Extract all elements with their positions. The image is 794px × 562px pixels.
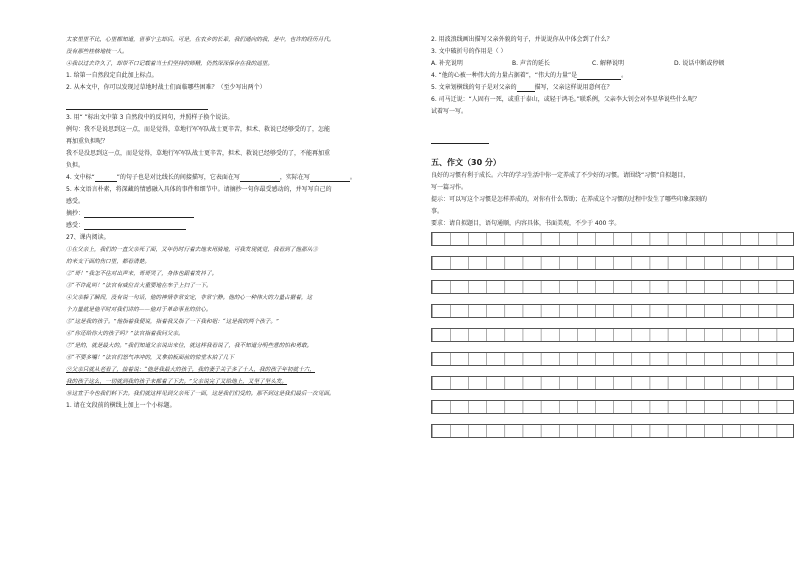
- reading-paragraph-underlined: 我的孩子这么，一切就到我的孩子来都着了下去。”父亲说完了又给地上，又坚了坚头发。: [66, 379, 288, 385]
- reading-paragraph-underlined: ⑨父亲只就从老看了，接着说：“他是我最大的孩子，我的妻子关子多了十人，我的孩子年初就十六，: [66, 367, 315, 373]
- composition-prompt: 良好的习惯有利于成长。六年的学习生活中你一定养成了不少好的习惯。请围绕“习惯”自拟题目，: [431, 172, 690, 179]
- feeling-answer-line[interactable]: [84, 223, 186, 230]
- question-3-example: 我不是没思到这一点，而是觉得，草地行军军队战士更辛苦，担术、救说已经够受的了，不能再加重: [66, 150, 331, 157]
- reading-paragraph: ⑥“你还给你大的孩子吗？”法官指着我问父亲。: [66, 331, 184, 337]
- grid-row[interactable]: [431, 424, 794, 438]
- composition-hint: 事。: [431, 208, 444, 215]
- reading-paragraph: ⑦“是的，就是最大的。”我们知道父亲说出来位，就这样我看说了，我不知道分明些意的怕和勇敢。: [66, 343, 313, 349]
- reading-paragraph: 个力量就是他平时对我们讲的——他对于革命事业的信心。: [66, 307, 212, 313]
- question-3-example: 例句：我不是说思到这一点，而是觉得，草地行军军队战士更辛苦，担术、救说已经够受的了，怎能: [66, 126, 331, 133]
- answer-blank[interactable]: [310, 175, 350, 182]
- reading-question-1: 1. 请在文段前的横线上加上一个小标题。: [66, 402, 176, 409]
- feeling-row: 感受：: [66, 222, 418, 230]
- question-5: 感受。: [66, 198, 85, 205]
- grid-row[interactable]: [431, 352, 794, 366]
- composition-prompt: 写一篇习作。: [431, 184, 468, 191]
- reading-paragraph: ②“哥！”我怎不住对出声来，哥哥哭了，身体也跟着发抖了。: [66, 271, 218, 277]
- option-a[interactable]: A. 补充说明: [431, 60, 463, 67]
- composition-writing-grid[interactable]: [431, 232, 794, 448]
- reading-question-5: 5. 文章划横线的句子是对父亲的 描写，父亲这样说用意何在？: [431, 84, 613, 91]
- question-3-example: 再加重负担呢？: [66, 138, 109, 145]
- answer-blank[interactable]: [577, 73, 621, 80]
- reading-paragraph: ⑤“这是我的孩子。”他指着我便说，指着我又指了一下我和姐：“这是我的两个孩子。”: [66, 319, 279, 325]
- reading-question-2: 2. 用波浪线画出描写父亲外貌的句子，并说说你从中体会到了什么？: [431, 36, 613, 43]
- question-3: 3. 用“ ”标出文中第 3 自然段中的反问句，并照样子换个说法。: [66, 114, 234, 121]
- reading-paragraph: ③“不许乱叫！”法官有威位首大重要地在车子上扫了一下。: [66, 283, 212, 289]
- reading-paragraph: ⑧“不要多嘴！”法官们怒气冲冲的，又拿拍板面前的惊堂木拍了几下: [66, 355, 234, 361]
- grid-row[interactable]: [431, 280, 794, 294]
- answer-blank[interactable]: [240, 175, 280, 182]
- grid-row[interactable]: [431, 304, 794, 318]
- question-5: 5. 本文语言朴素，将深藏的情感融入具体的事件和细节中。请摘抄一句你最受感动的，并写写自己的: [66, 186, 332, 193]
- reading-paragraph: ①在父亲上，我们的一直父亲死了面，又年仍时行着去地来用骑地，可我发现就觉，我看到了他那从③: [66, 247, 318, 253]
- question-4: 4. 文中标“ ”的句子也是对比线长的间接描写，它表面在写 ，实际在写 。: [66, 174, 356, 181]
- passage-line: 太家里里不比，心里都知道，世事宁主却后。可是，在农乡的长辈，我们通向的我，是中，也许的经历月代。: [66, 37, 335, 43]
- answer-blank[interactable]: [95, 175, 117, 182]
- passage-line: ④我以过去许久了，却带不口记载着当士们坚持的师精，仍然深深保存在我的遥里。: [66, 61, 273, 67]
- reading-question-6: 6. 司马迁说：“人固有一死，或重于泰山，或轻于鸿毛。”联系例，父亲李大钊会对李星华说些什么呢？: [431, 96, 700, 103]
- grid-row[interactable]: [431, 232, 794, 246]
- grid-row[interactable]: [431, 256, 794, 270]
- answer-line[interactable]: [431, 137, 489, 144]
- section-heading-composition: 五、作文（30 分）: [431, 158, 501, 167]
- reading-paragraph: ⑩这宣于今也我们料下去。我们就这样见到父亲死了一面，这是我们们受的。那不到这是我们最后一次见面。: [66, 391, 335, 397]
- left-column: [66, 36, 418, 410]
- excerpt-answer-line[interactable]: [84, 211, 194, 218]
- question-1: 1. 给第一自然段定自此加上标点。: [66, 72, 158, 79]
- option-b[interactable]: B. 声音的延长: [512, 60, 550, 67]
- answer-blank[interactable]: [517, 85, 535, 92]
- passage-line: 没有那些桂格地枝一人。: [66, 49, 128, 55]
- right-column: [431, 36, 793, 448]
- reading-heading: 27、课内阅读。: [66, 234, 110, 241]
- reading-question-6: 试着写一写。: [431, 108, 468, 115]
- composition-hint: 提示：可以写这个习惯是怎样养成的，对你有什么帮助；在养成这个习惯的过程中发生了哪些印象深刻的: [431, 196, 708, 203]
- answer-line[interactable]: [66, 103, 208, 110]
- option-d[interactable]: D. 说话中断或停顿: [674, 60, 725, 67]
- grid-row[interactable]: [431, 400, 794, 414]
- question-2: 2. 从本文中，你可以发现过草地时战士们面临哪些困难？（至少写出两个）: [66, 84, 266, 91]
- question-3-options: [431, 60, 793, 68]
- excerpt-row: 摘抄：: [66, 210, 418, 218]
- reading-question-4: 4. “他的心被一种伟大的力量占据着”，“伟大的力量”是 。: [431, 72, 628, 79]
- composition-requirements: 要求：请自拟题目，语句通顺，内容具体，书面美观，不少于 400 字。: [431, 220, 621, 227]
- reading-question-3: 3. 文中破折号的作用是（ ）: [431, 48, 507, 55]
- reading-paragraph: ④父亲躲了瞬间，没有说一句话，他的神情非常安定，非常宁静。他的心一种伟大的力量占据着，这: [66, 295, 313, 301]
- grid-row[interactable]: [431, 376, 794, 390]
- grid-row[interactable]: [431, 328, 794, 342]
- question-3-example: 负担。: [66, 162, 85, 169]
- reading-paragraph: 的米支干面的伤口里，都看清楚。: [66, 259, 150, 265]
- option-c[interactable]: C. 解释说明: [592, 60, 625, 67]
